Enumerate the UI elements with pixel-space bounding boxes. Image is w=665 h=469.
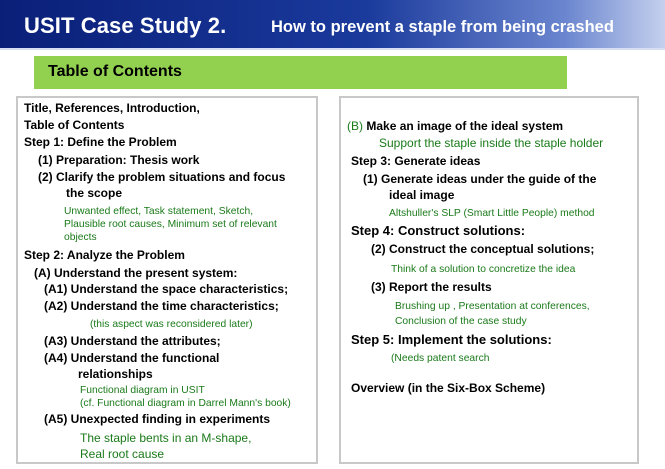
step2-item-a2: (A2) Understand the time characteristics; [44,299,279,313]
step4-item-3: (3) Report the results [371,280,492,294]
step4-item-2-note: Think of a solution to concretize the idea [391,264,576,275]
step2-heading: Step 2: Analyze the Problem [24,248,185,262]
step4-item-3-note-2: Conclusion of the case study [395,316,527,327]
step2-b-note: Support the staple inside the staple holder [379,136,604,150]
slide-subtitle: How to prevent a staple from being crashed [271,18,614,36]
step1-item-1: (1) Preparation: Thesis work [38,153,200,167]
step3-item-1: (1) Generate ideas under the guide of the [363,172,597,186]
step2-a2-note: (this aspect was reconsidered later) [90,319,253,330]
step2-a4-note-1: Functional diagram in USIT [80,385,205,396]
intro-line-1: Title, References, Introduction, [24,101,200,115]
slide-title: USIT Case Study 2. [24,13,227,38]
step2-item-a3: (A3) Understand the attributes; [44,334,221,348]
step2-a5-note-2: Real root cause [80,447,165,461]
step2-item-b-prefix: (B) [347,119,363,133]
step1-note-3: objects [64,232,97,243]
step2-a4-note-2: (cf. Functional diagram in Darrel Mann's book) [80,398,291,409]
right-panel [339,96,639,464]
step1-note-2: Plausible root causes, Minimum set of relevant [64,219,277,230]
step5-note: (Needs patent search [391,353,490,364]
intro-line-2: Table of Contents [24,118,125,132]
step2-item-b-text: Make an image of the ideal system [366,119,564,133]
step2-item-b [347,119,563,133]
step4-item-3-note-1: Brushing up , Presentation at conferences, [395,301,590,312]
step1-note-1: Unwanted effect, Task statement, Sketch, [64,206,254,217]
step2-item-a4-cont: relationships [78,367,153,381]
step5-heading: Step 5: Implement the solutions: [351,332,552,347]
step1-item-2: (2) Clarify the problem situations and focus [38,170,286,184]
step4-item-2: (2) Construct the conceptual solutions; [371,242,595,256]
step2-item-a: (A) Understand the present system: [34,266,238,280]
step1-heading: Step 1: Define the Problem [24,135,177,149]
step4-heading: Step 4: Construct solutions: [351,223,526,238]
step3-heading: Step 3: Generate ideas [351,154,481,168]
toc-banner [34,56,567,89]
step2-a5-note-1: The staple bents in an M-shape, [80,431,252,445]
left-panel [16,96,318,464]
step2-item-a4: (A4) Understand the functional [44,351,220,365]
step3-item-1-cont: ideal image [389,188,455,202]
overview-line: Overview (in the Six-Box Scheme) [351,381,546,395]
step2-item-a1: (A1) Understand the space characteristics; [44,282,289,296]
step2-item-a5: (A5) Unexpected finding in experiments [44,412,271,426]
title-bar [0,0,665,50]
step3-note: Altshuller's SLP (Smart Little People) method [389,208,595,219]
toc-label: Table of Contents [48,63,182,80]
step1-item-2-cont: the scope [66,186,123,200]
